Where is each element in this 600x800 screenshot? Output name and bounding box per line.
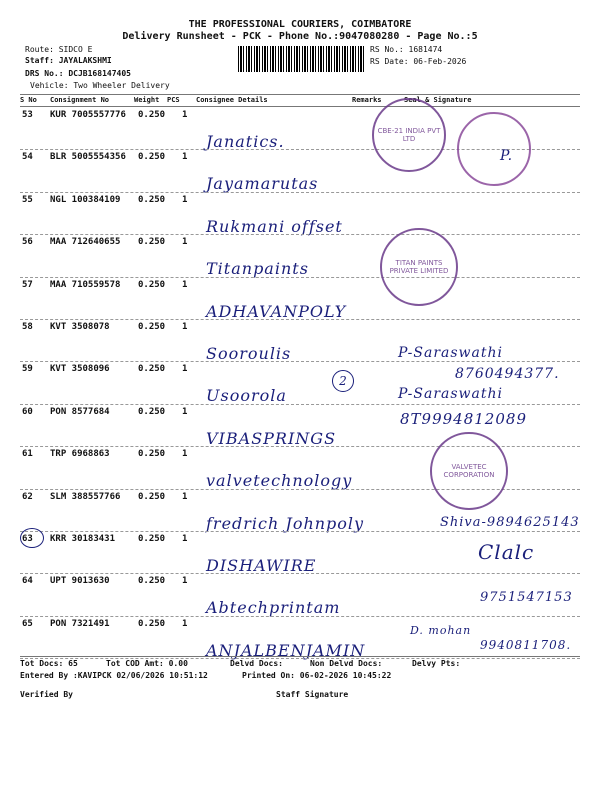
row-consignee: DISHAWIRE (206, 556, 317, 575)
row-sno: 65 (22, 618, 33, 629)
row-consignment-no: UPT 9013630 (50, 576, 110, 587)
row-consignee: valvetechnology (206, 471, 353, 491)
handwritten-signature: P-Saraswathi (398, 345, 503, 361)
row-weight: 0.250 (138, 449, 166, 460)
row-pcs: 1 (182, 576, 188, 587)
col-consignment: Consignment No (50, 96, 110, 104)
row-weight: 0.250 (138, 152, 166, 163)
barcode (238, 46, 364, 72)
row-consignment-no: KRR 30183431 (50, 534, 116, 544)
row-consignee: Titanpaints (206, 259, 309, 279)
handwritten-signature: Clalc (478, 540, 535, 564)
handwritten-phone: Shiva-9894625143 (440, 515, 580, 530)
rs-date: RS Date: 06-Feb-2026 (370, 57, 467, 66)
rs-number: RS No.: 1681474 (370, 45, 443, 54)
col-weight: Weight (134, 96, 160, 104)
company-stamp: VALVETEC CORPORATION (430, 432, 508, 510)
runsheet-subtitle: Delivery Runsheet - PCK - Phone No.:9047080280 - Page No.:5 (122, 31, 478, 42)
handwritten-signature: P-Saraswathi (398, 386, 503, 402)
row-consignee: VIBASPRINGS (206, 428, 337, 448)
company-stamp: TITAN PAINTS PRIVATE LIMITED (380, 228, 458, 306)
row-sno: 63 (22, 534, 33, 544)
verified-by: Verified By (20, 690, 73, 699)
row-divider (20, 658, 580, 659)
table-row (20, 235, 580, 279)
row-consignment-no: MAA 710559578 (50, 279, 121, 290)
row-pcs: 1 (182, 237, 188, 248)
header-top-rule (20, 94, 580, 95)
row-weight: 0.250 (138, 279, 166, 290)
company-stamp-outline (457, 112, 531, 186)
delivery-points: Delvy Pts: (412, 659, 461, 668)
row-consignee: Janatics. (206, 132, 285, 151)
entered-by: Entered By :KAVIPCK 02/06/2026 10:51:12 (20, 671, 208, 680)
row-weight: 0.250 (138, 110, 166, 120)
handwritten-signature: D. mohan (410, 624, 472, 637)
col-consignee: Consignee Details (196, 96, 268, 104)
row-consignment-no: PON 8577684 (50, 406, 110, 417)
handwritten-phone: 8760494377. (455, 366, 560, 382)
row-pcs: 1 (182, 322, 188, 332)
drs-number: DRS No.: DCJB168147405 (25, 69, 131, 78)
row-sno: 62 (22, 491, 33, 502)
row-pcs: 1 (182, 194, 188, 205)
row-weight: 0.250 (138, 194, 166, 205)
table-row (20, 278, 580, 321)
row-pcs: 1 (182, 491, 188, 502)
row-consignee: Usoorola (206, 386, 287, 406)
total-cod: Tot COD Amt: 0.00 (106, 659, 188, 668)
handwritten-phone: 9940811708. (480, 638, 572, 652)
col-remarks: Remarks (352, 96, 382, 104)
row-consignment-no: KUR 7005557776 (50, 110, 126, 120)
row-consignment-no: PON 7321491 (50, 618, 110, 629)
company-name: THE PROFESSIONAL COURIERS, COIMBATORE (188, 19, 412, 30)
row-pcs: 1 (182, 110, 188, 120)
row-pcs: 1 (182, 152, 188, 163)
row-weight: 0.250 (138, 618, 166, 629)
company-stamp: CBE-21 INDIA PVT LTD (372, 98, 446, 172)
vehicle: Vehicle: Two Wheeler Delivery (30, 81, 170, 90)
row-consignee: Jayamarutas (206, 174, 319, 194)
row-weight: 0.250 (138, 491, 166, 502)
col-seal: Seal & Signature (404, 96, 472, 104)
row-consignment-no: BLR 5005554356 (50, 152, 126, 163)
row-consignee: Sooroulis (206, 344, 292, 363)
row-consignment-no: NGL 100384109 (50, 194, 121, 205)
row-weight: 0.250 (138, 576, 166, 587)
header-bottom-rule (20, 106, 580, 107)
row-weight: 0.250 (138, 322, 166, 332)
non-delivered-docs: Non Delvd Docs: (310, 659, 383, 668)
handwritten-phone: 8T9994812089 (400, 410, 527, 428)
row-weight: 0.250 (138, 406, 166, 417)
delivered-docs: Delvd Docs: (230, 659, 283, 668)
row-pcs: 1 (182, 364, 188, 375)
row-consignee: ADHAVANPOLY (206, 301, 347, 321)
row-consignee: Abtechprintam (206, 598, 341, 618)
row-sno: 54 (22, 152, 33, 163)
row-pcs: 1 (182, 449, 188, 460)
table-row (20, 193, 580, 236)
row-consignee: Rukmani offset (206, 216, 343, 236)
row-consignment-no: KVT 3508096 (50, 364, 110, 375)
row-consignment-no: TRP 6968863 (50, 449, 110, 460)
row-pcs: 1 (182, 406, 188, 417)
row-consignment-no: SLM 388557766 (50, 491, 121, 502)
row-sno: 58 (22, 322, 33, 332)
row-weight: 0.250 (138, 534, 166, 544)
row-sno: 61 (22, 449, 33, 460)
row-sno: 59 (22, 364, 33, 375)
sno-circle-mark (20, 528, 44, 548)
printed-on: Printed On: 06-02-2026 10:45:22 (242, 671, 392, 680)
row-weight: 0.250 (138, 237, 166, 248)
row-sno: 55 (22, 194, 33, 205)
row-consignee: fredrich Johnpoly (206, 513, 365, 533)
row-consignment-no: MAA 712640655 (50, 237, 121, 248)
row-pcs: 1 (182, 534, 188, 544)
staff-signature-label: Staff Signature (276, 690, 349, 699)
circled-mark: 2 (332, 370, 354, 392)
row-sno: 60 (22, 406, 33, 417)
total-docs: Tot Docs: 65 (20, 659, 78, 668)
row-weight: 0.250 (138, 364, 166, 375)
row-consignee: ANJALBENJAMIN (206, 640, 366, 660)
row-pcs: 1 (182, 618, 188, 629)
staff: Staff: JAYALAKSHMI (25, 56, 112, 65)
row-consignment-no: KVT 3508078 (50, 322, 110, 332)
footer-rule (20, 656, 580, 657)
row-pcs: 1 (182, 279, 188, 290)
row-sno: 56 (22, 237, 33, 248)
col-pcs: PCS (167, 96, 180, 104)
row-sno: 64 (22, 576, 33, 587)
handwritten-phone: 9751547153 (480, 590, 573, 605)
row-sno: 57 (22, 279, 33, 290)
handwritten-signature: P. (500, 148, 514, 164)
col-sno: S No (20, 96, 37, 104)
route: Route: SIDCO E (25, 45, 93, 54)
row-sno: 53 (22, 110, 33, 120)
